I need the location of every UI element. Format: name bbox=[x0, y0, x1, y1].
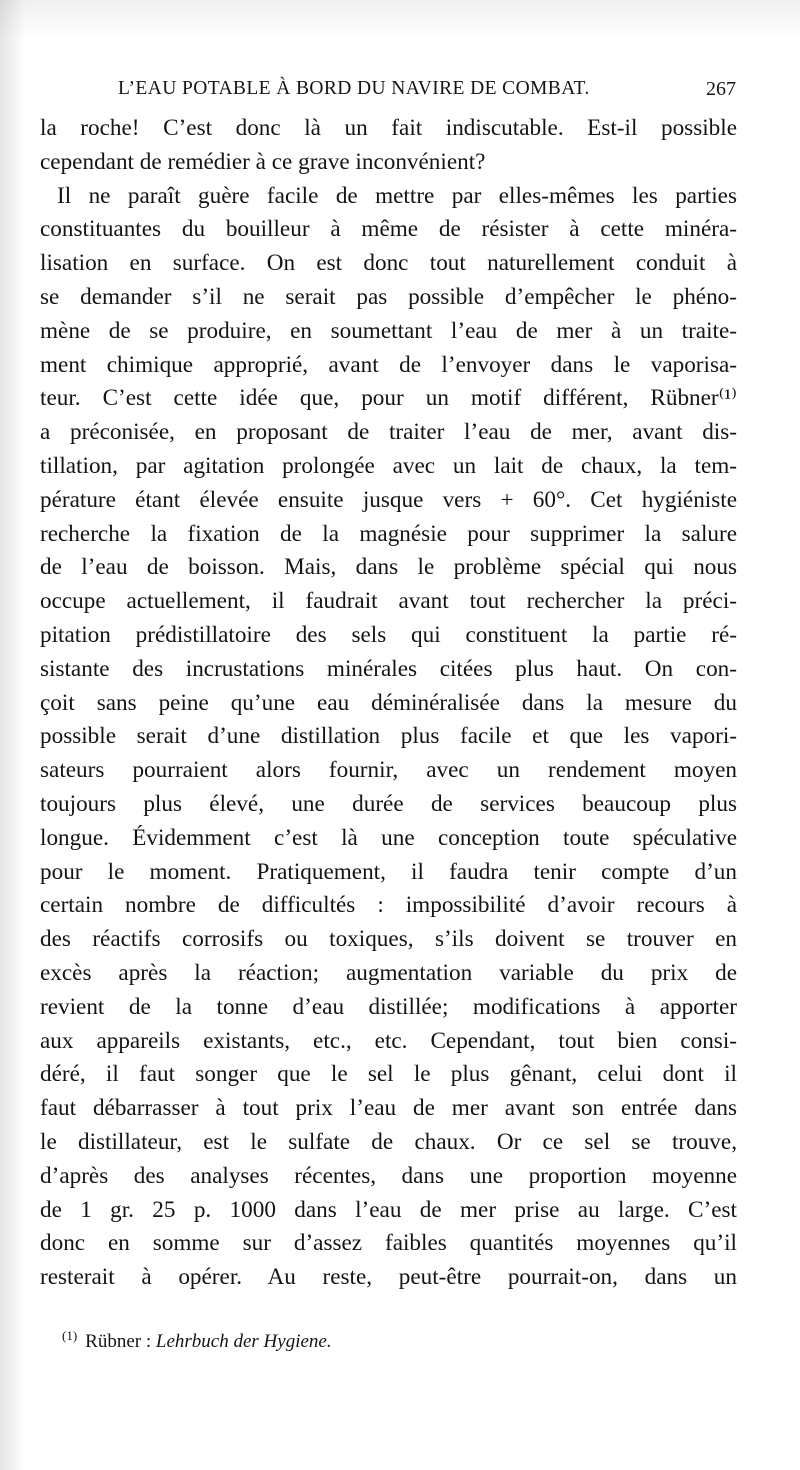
text-line: revient de la tonne d’eau distillée; modifications à apporter bbox=[40, 993, 737, 1020]
text-line: déré, il faut songer que le sel le plus gênant, celui dont il bbox=[40, 1061, 737, 1088]
text-line: certain nombre de difficultés : impossibilité d’avoir recours à bbox=[40, 892, 737, 919]
text-line: aux appareils existants, etc., etc. Cependant, tout bien consi- bbox=[40, 1027, 737, 1054]
text-line: excès après la réaction; augmentation variable du prix de bbox=[40, 959, 737, 986]
text-line: mène de se produire, en soumettant l’eau de mer à un traite- bbox=[40, 317, 737, 344]
text-line: toujours plus élevé, une durée de services beaucoup plus bbox=[40, 790, 737, 817]
body-text bbox=[40, 112, 737, 1295]
text-line: sistante des incrustations minérales citées plus haut. On con- bbox=[40, 655, 737, 682]
text-line: se demander s’il ne serait pas possible d’empêcher le phéno- bbox=[40, 283, 737, 310]
text-line: d’après des analyses récentes, dans une proportion moyenne bbox=[40, 1162, 737, 1189]
footnote-marker: (1) bbox=[62, 1328, 78, 1343]
footnote-book-title: Lehrbuch der Hygiene. bbox=[155, 1331, 332, 1352]
text-line: lisation en surface. On est donc tout naturellement conduit à bbox=[40, 250, 737, 277]
running-title: L’EAU POTABLE À BORD DU NAVIRE DE COMBAT. bbox=[118, 78, 590, 99]
scan-top-shadow bbox=[0, 0, 800, 40]
text-line: pour le moment. Pratiquement, il faudra tenir compte d’un bbox=[40, 858, 737, 885]
page-header bbox=[118, 74, 736, 104]
text-line: çoit sans peine qu’une eau déminéralisée dans la mesure du bbox=[40, 689, 737, 716]
text-line: recherche la fixation de la magnésie pour supprimer la salure bbox=[40, 520, 737, 547]
text-line: cependant de remédier à ce grave inconvénient? bbox=[40, 148, 486, 175]
text-line: sateurs pourraient alors fournir, avec un rendement moyen bbox=[40, 757, 737, 784]
footnote bbox=[62, 1322, 332, 1356]
text-line: teur. C’est cette idée que, pour un motif différent, Rübner⁽¹⁾ bbox=[40, 385, 737, 412]
footnote-author: Rübner : bbox=[85, 1331, 156, 1352]
text-line: des réactifs corrosifs ou toxiques, s’ils doivent se trouver en bbox=[40, 926, 737, 953]
text-line: longue. Évidemment c’est là une conception toute spéculative bbox=[40, 824, 737, 851]
text-line: donc en somme sur d’assez faibles quantités moyennes qu’il bbox=[40, 1230, 737, 1257]
text-line: pitation prédistillatoire des sels qui constituent la partie ré- bbox=[40, 621, 737, 648]
text-line: a préconisée, en proposant de traiter l’eau de mer, avant dis- bbox=[40, 419, 737, 446]
text-line: ment chimique approprié, avant de l’envoyer dans le vaporisa- bbox=[40, 351, 737, 378]
text-line: de l’eau de boisson. Mais, dans le problème spécial qui nous bbox=[40, 554, 737, 581]
text-line: la roche! C’est donc là un fait indiscutable. Est-il possible bbox=[40, 115, 737, 141]
text-line: constituantes du bouilleur à même de résister à cette minéra- bbox=[40, 216, 737, 243]
text-line: faut débarrasser à tout prix l’eau de mer avant son entrée dans bbox=[40, 1095, 737, 1122]
text-line: tillation, par agitation prolongée avec un lait de chaux, la tem- bbox=[40, 452, 737, 479]
text-line: de 1 gr. 25 p. 1000 dans l’eau de mer prise au large. C’est bbox=[40, 1196, 737, 1223]
text-line: occupe actuellement, il faudrait avant tout rechercher la préci- bbox=[40, 588, 737, 615]
page-number: 267 bbox=[706, 78, 736, 100]
text-line: le distillateur, est le sulfate de chaux. Or ce sel se trouve, bbox=[40, 1128, 737, 1155]
text-line: Il ne paraît guère facile de mettre par elles-mêmes les parties bbox=[57, 182, 737, 209]
text-line: resterait à opérer. Au reste, peut-être pourrait-on, dans un bbox=[40, 1264, 737, 1291]
text-line: pérature étant élevée ensuite jusque vers + 60°. Cet hygiéniste bbox=[40, 486, 737, 513]
text-line: possible serait d’une distillation plus facile et que les vapori- bbox=[40, 723, 737, 750]
scan-edge-shadow bbox=[0, 0, 26, 1470]
